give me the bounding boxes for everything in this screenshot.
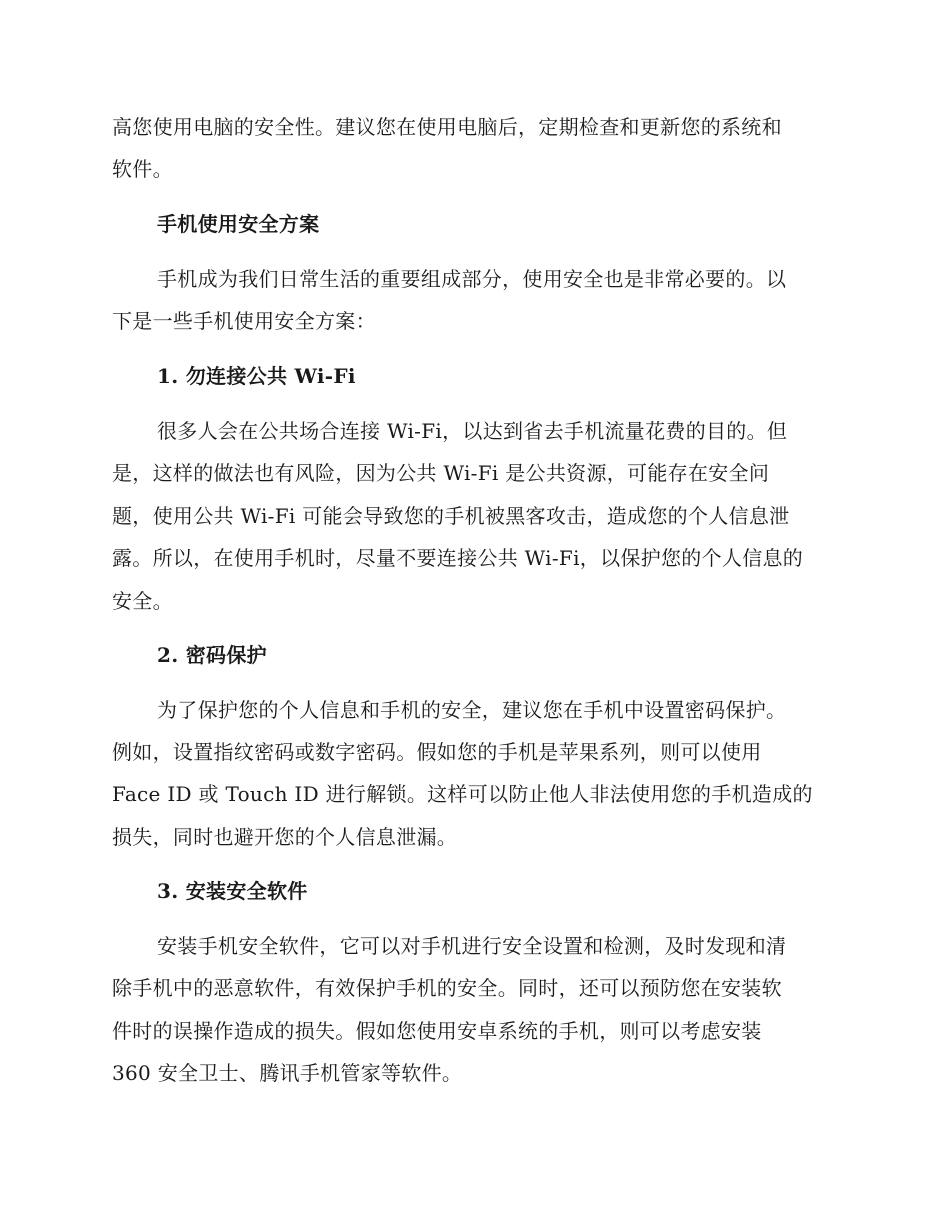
paragraph-line: 软件。 bbox=[112, 157, 173, 181]
paragraph-line: 安全。 bbox=[112, 589, 173, 613]
paragraph-line: Face ID 或 Touch ID 进行解锁。这样可以防止他人非法使用您的手机造成的 bbox=[112, 782, 813, 806]
paragraph-line: 高您使用电脑的安全性。建议您在使用电脑后，定期检查和更新您的系统和 bbox=[112, 115, 782, 139]
paragraph-line: 很多人会在公共场合连接 Wi-Fi，以达到省去手机流量花费的目的。但 bbox=[157, 419, 788, 443]
paragraph-line: 件时的误操作造成的损失。假如您使用安卓系统的手机，则可以考虑安装 bbox=[112, 1019, 762, 1043]
section-title: 手机使用安全方案 bbox=[157, 212, 320, 236]
item-heading-public-wifi: 1. 勿连接公共 Wi-Fi bbox=[157, 364, 356, 388]
paragraph-line: 360 安全卫士、腾讯手机管家等软件。 bbox=[112, 1061, 463, 1085]
item-heading-password: 2. 密码保护 bbox=[157, 643, 267, 667]
paragraph-line: 题，使用公共 Wi-Fi 可能会导致您的手机被黑客攻击，造成您的个人信息泄 bbox=[112, 504, 790, 528]
paragraph-line: 下是一些手机使用安全方案： bbox=[112, 309, 376, 333]
paragraph-line: 露。所以，在使用手机时，尽量不要连接公共 Wi-Fi，以保护您的个人信息的 bbox=[112, 546, 804, 570]
paragraph-line: 安装手机安全软件，它可以对手机进行安全设置和检测，及时发现和清 bbox=[157, 934, 787, 958]
item-heading-security-software: 3. 安装安全软件 bbox=[157, 879, 308, 903]
paragraph-line: 例如，设置指纹密码或数字密码。假如您的手机是苹果系列，则可以使用 bbox=[112, 740, 762, 764]
paragraph-line: 为了保护您的个人信息和手机的安全，建议您在手机中设置密码保护。 bbox=[157, 698, 787, 722]
paragraph-line: 损失，同时也避开您的个人信息泄漏。 bbox=[112, 825, 458, 849]
paragraph-line: 除手机中的恶意软件，有效保护手机的安全。同时，还可以预防您在安装软 bbox=[112, 976, 782, 1000]
paragraph-line: 是，这样的做法也有风险，因为公共 Wi-Fi 是公共资源，可能存在安全问 bbox=[112, 461, 770, 485]
paragraph-line: 手机成为我们日常生活的重要组成部分，使用安全也是非常必要的。以 bbox=[157, 267, 787, 291]
